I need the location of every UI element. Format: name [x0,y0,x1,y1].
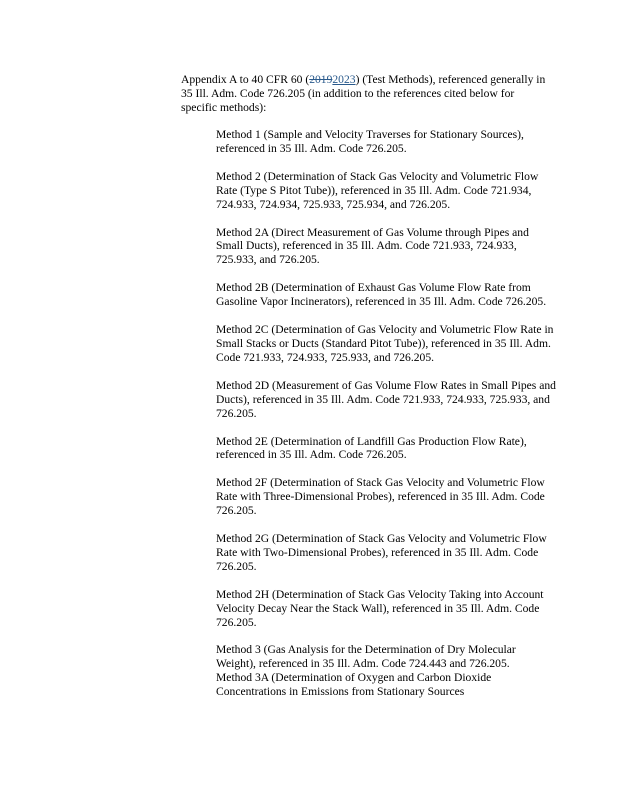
intro-text-start: Appendix A to 40 CFR 60 ( [181,73,310,86]
deleted-year: 2019 [309,73,333,86]
method-2f: Method 2F (Determination of Stack Gas Velocity and Volumetric Flow Rate with Three-Dimensional Probes), referenced in 35 Ill. Adm. Code 726.205. [216,476,545,518]
method-2h: Method 2H (Determination of Stack Gas Velocity Taking into Account Velocity Decay Near the Stack Wall), referenced in 35 Ill. Adm. Code 726.205. [216,587,544,629]
inserted-year: 2023 [332,73,356,86]
intro-paragraph [181,73,551,115]
method-2d: Method 2D (Measurement of Gas Volume Flow Rates in Small Pipes and Ducts), referenced in 35 Ill. Adm. Code 721.933, 724.933, 725.933, and 726.205. [216,378,556,420]
methods-list [216,128,556,699]
method-1: Method 1 (Sample and Velocity Traverses for Stationary Sources), referenced in 35 Ill. Adm. Code 726.205. [216,128,524,155]
method-3: Method 3 (Gas Analysis for the Determination of Dry Molecular Weight), referenced in 35 Ill. Adm. Code 724.443 and 726.205. [216,643,516,671]
intro-text-end: ) (Test Methods), referenced generally in 35 Ill. Adm. Code 726.205 (in addition to the references cited below for specific methods): [181,73,546,114]
method-2b: Method 2B (Determination of Exhaust Gas Volume Flow Rate from Gasoline Vapor Incinerators), referenced in 35 Ill. Adm. Code 726.205. [216,281,547,309]
method-2e: Method 2E (Determination of Landfill Gas Production Flow Rate), referenced in 35 Ill. Adm. Code 726.205. [216,434,527,462]
method-2c: Method 2C (Determination of Gas Velocity and Volumetric Flow Rate in Small Stacks or Ducts (Standard Pitot Tube)), referenced in 35 Ill. Adm. Code 721.933, 724.933, 725.933, and 726.205. [216,323,554,364]
method-2a: Method 2A (Direct Measurement of Gas Volume through Pipes and Small Ducts), referenced in 35 Ill. Adm. Code 721.933, 724.933, 725.933, and 726.205. [216,225,529,267]
method-2: Method 2 (Determination of Stack Gas Velocity and Volumetric Flow Rate (Type S Pitot Tube)), referenced in 35 Ill. Adm. Code 721.934, 724.933, 724.934, 725.933, 725.934, and 726.205. [216,169,539,211]
method-2g: Method 2G (Determination of Stack Gas Velocity and Volumetric Flow Rate with Two-Dimensional Probes), referenced in 35 Ill. Adm. Code 726.205. [216,532,547,573]
method-3a: Method 3A (Determination of Oxygen and Carbon Dioxide Concentrations in Emissions from Stationary Sources [216,671,492,699]
